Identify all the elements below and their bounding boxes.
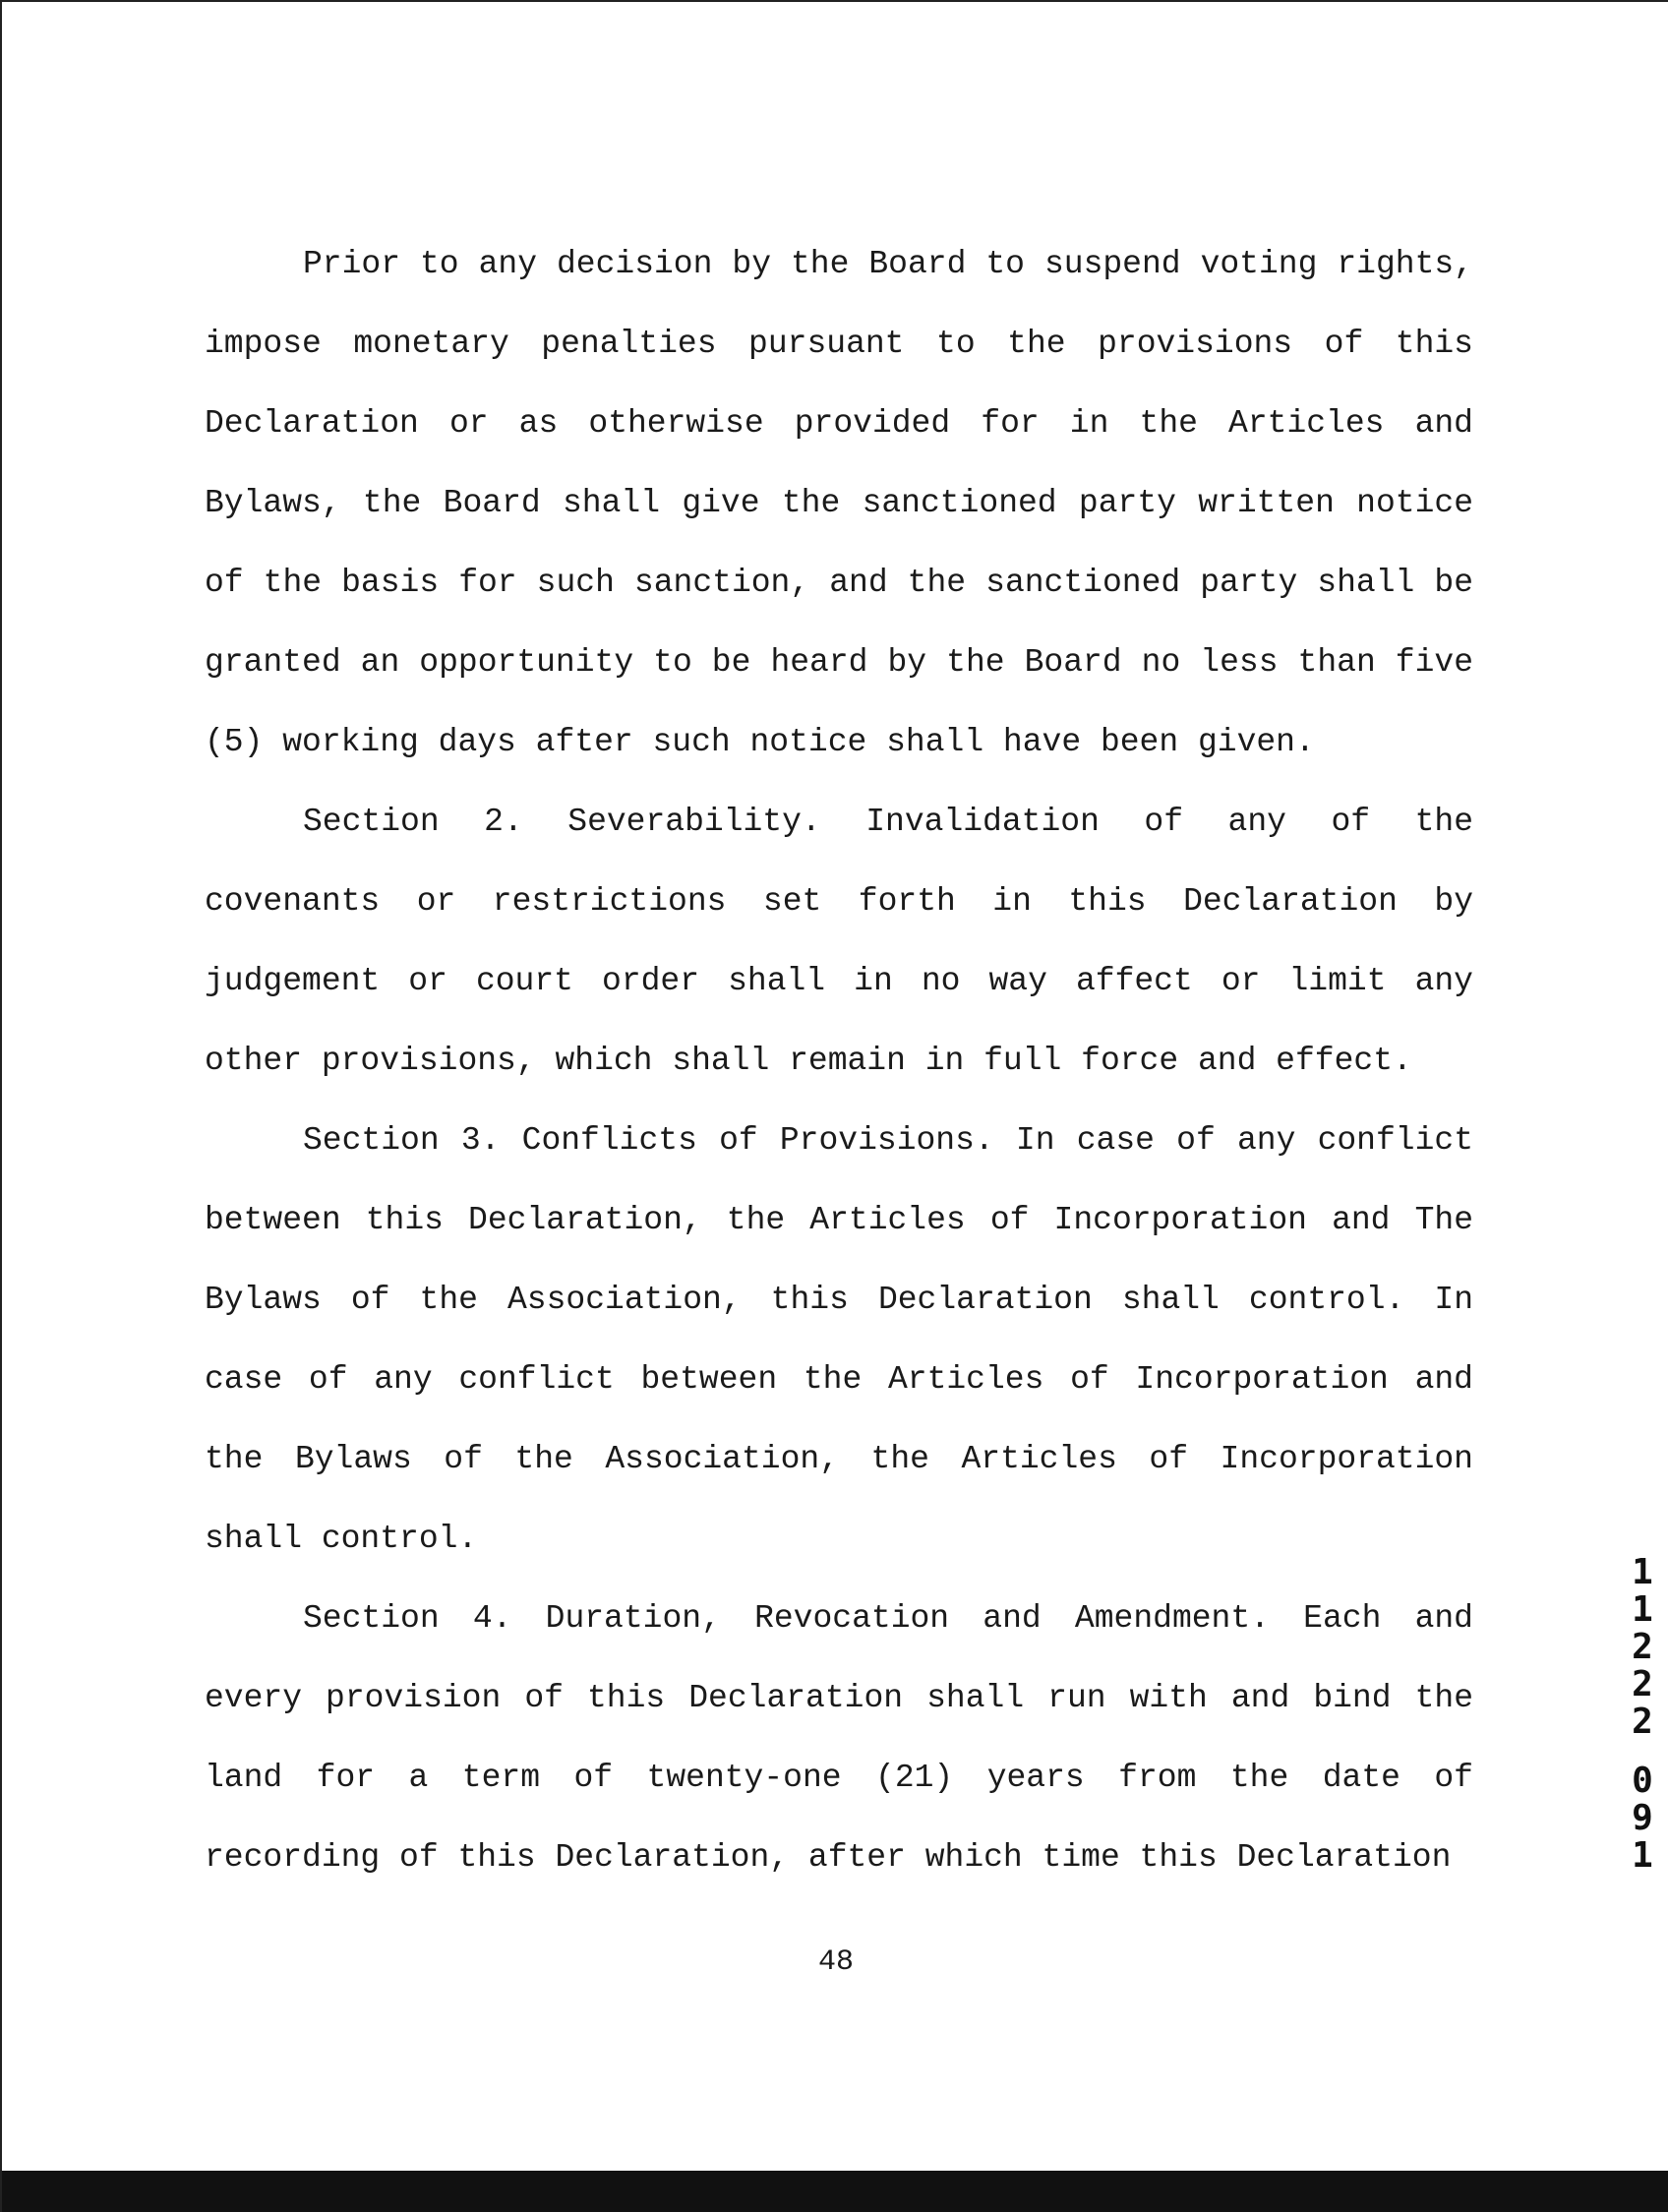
page-number: 48 (817, 1945, 854, 1979)
paragraph-section-4-duration: Section 4. Duration, Revocation and Amendment. Each and every provision of this Declaration shall run with and bind the land for a term of twenty-one (21) years from the date of recording of this Declaration, after which time this Declaration (205, 1600, 1473, 1876)
stamp-char: 0 (1632, 1761, 1653, 1801)
stamp-char: 1 (1632, 1552, 1653, 1592)
scan-border-bottom (2, 2171, 1668, 2212)
paragraph-section-3-conflicts: Section 3. Conflicts of Provisions. In case of any conflict between this Declaration, the Articles of Incorporation and The Bylaws of the Association, this Declaration shall control. In case of any conflict between the Articles of Incorporation and the Bylaws of the Association, the Articles of Incorporation shall control. (205, 1122, 1473, 1557)
document-body (205, 224, 1473, 1897)
stamp-char: 2 (1632, 1627, 1653, 1667)
stamp-char: 1 (1632, 1589, 1653, 1630)
paragraph-section-2-severability: Section 2. Severability. Invalidation of any of the covenants or restrictions set forth in this Declaration by judgement or court order shall in no way affect or limit any other provisions, which shall remain in full force and effect. (205, 804, 1473, 1079)
stamp-char: 2 (1632, 1664, 1653, 1704)
stamp-char: 9 (1632, 1798, 1653, 1838)
paragraph-sanction-notice: Prior to any decision by the Board to suspend voting rights, impose monetary penalties pursuant to the provisions of this Declaration or as otherwise provided for in the Articles and Bylaws, the Board shall give the sanctioned party written notice of the basis for such sanction, and the sanctioned party shall be granted an opportunity to be heard by the Board no less than five (5) working days after such notice shall have been given. (205, 246, 1473, 760)
stamp-char: 1 (1632, 1835, 1653, 1876)
recording-stamp (1623, 1554, 1662, 1875)
stamp-char: 2 (1632, 1702, 1653, 1742)
